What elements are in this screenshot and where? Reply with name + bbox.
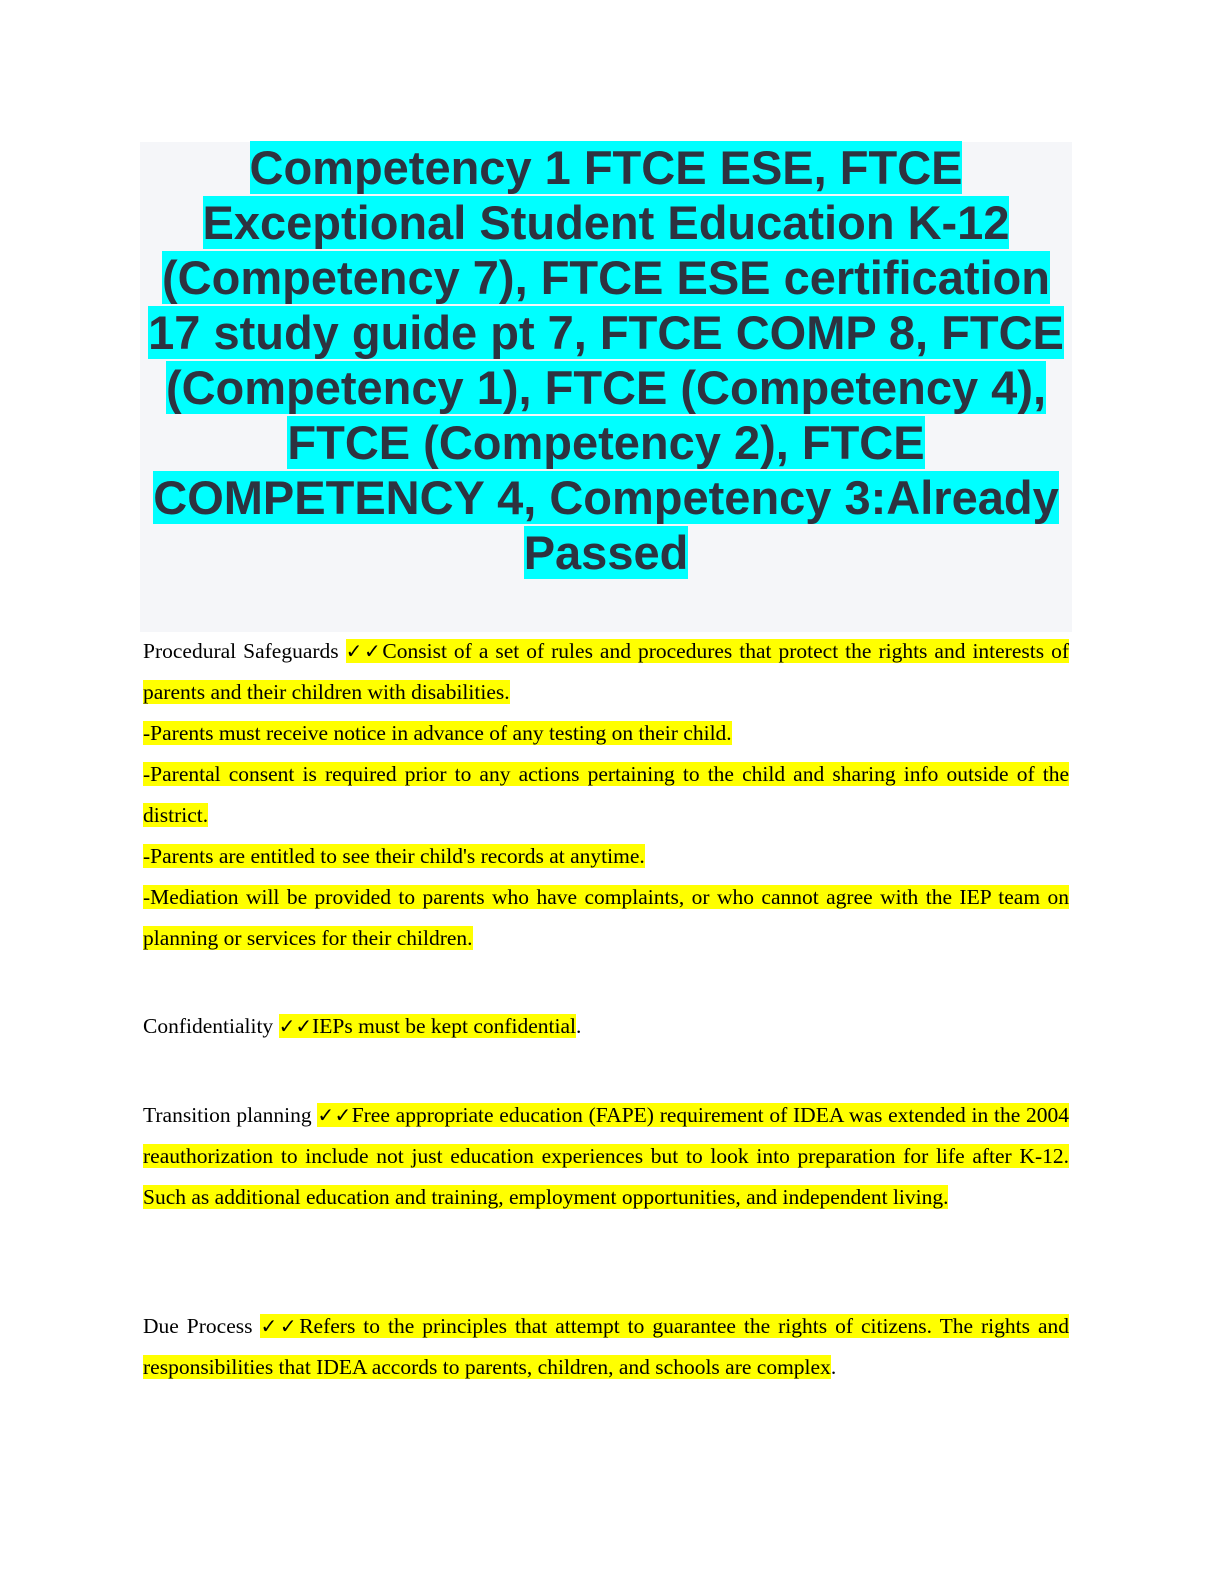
bullet-text: -Parental consent is required prior to any actions pertaining to the child and sharing info outside of the district. xyxy=(143,762,1069,827)
definition-text: IEPs must be kept confidential xyxy=(312,1014,576,1038)
entry-due-process xyxy=(143,1306,1069,1388)
definition-paragraph xyxy=(143,1006,1069,1047)
term-label: Confidentiality xyxy=(143,1014,279,1038)
trailing-period: . xyxy=(830,1355,837,1379)
entry-procedural-safeguards xyxy=(143,631,1069,959)
bullet-text: -Parents must receive notice in advance of any testing on their child. xyxy=(143,721,732,745)
title-text: Competency 1 FTCE ESE, FTCE Exceptional Student Education K-12 (Competency 7), FTCE ESE certification 17 study guide pt 7, FTCE COMP 8, FTCE (Competency 1), FTCE (Competency 4), FTCE (Competency 2), FTCE COMPETENCY 4, Competency 3:Already Passed xyxy=(148,141,1064,579)
definition-paragraph xyxy=(143,1306,1069,1388)
term-label: Due Process xyxy=(143,1314,261,1338)
definition-highlight xyxy=(279,1014,576,1038)
document-title xyxy=(140,140,1072,580)
bullet-line xyxy=(143,754,1069,836)
check-marks: ✓✓ xyxy=(278,1014,313,1038)
definition-highlight xyxy=(143,1314,1069,1379)
bullet-line xyxy=(143,877,1069,959)
check-marks: ✓✓ xyxy=(345,639,383,663)
bullet-text: -Parents are entitled to see their child's records at anytime. xyxy=(143,844,645,868)
definition-paragraph xyxy=(143,1095,1069,1218)
definition-text: Consist of a set of rules and procedures that protect the rights and interests of parents and their children with disabilities. xyxy=(143,639,1069,704)
definition-text: Free appropriate education (FAPE) requirement of IDEA was extended in the 2004 reauthorization to include not just education experiences but to look into preparation for life after K-12. Such as additional education and training, employment opportunities, and independent living. xyxy=(143,1103,1070,1209)
term-label: Transition planning xyxy=(143,1103,318,1127)
definition-paragraph xyxy=(143,631,1069,713)
bullet-line xyxy=(143,836,1069,877)
trailing-period: . xyxy=(576,1014,582,1038)
bullet-text: -Mediation will be provided to parents who have complaints, or who cannot agree with the IEP team on planning or services for their children. xyxy=(143,885,1069,950)
check-marks: ✓✓ xyxy=(260,1314,300,1338)
check-marks: ✓✓ xyxy=(317,1103,352,1127)
term-label: Procedural Safeguards xyxy=(143,639,346,663)
entry-confidentiality xyxy=(143,1006,1069,1047)
bullet-line xyxy=(143,713,1069,754)
entry-transition-planning xyxy=(143,1095,1069,1218)
definition-text: Refers to the principles that attempt to guarantee the rights of citizens. The rights and responsibilities that IDEA accords to parents, children, and schools are complex xyxy=(143,1314,1070,1379)
